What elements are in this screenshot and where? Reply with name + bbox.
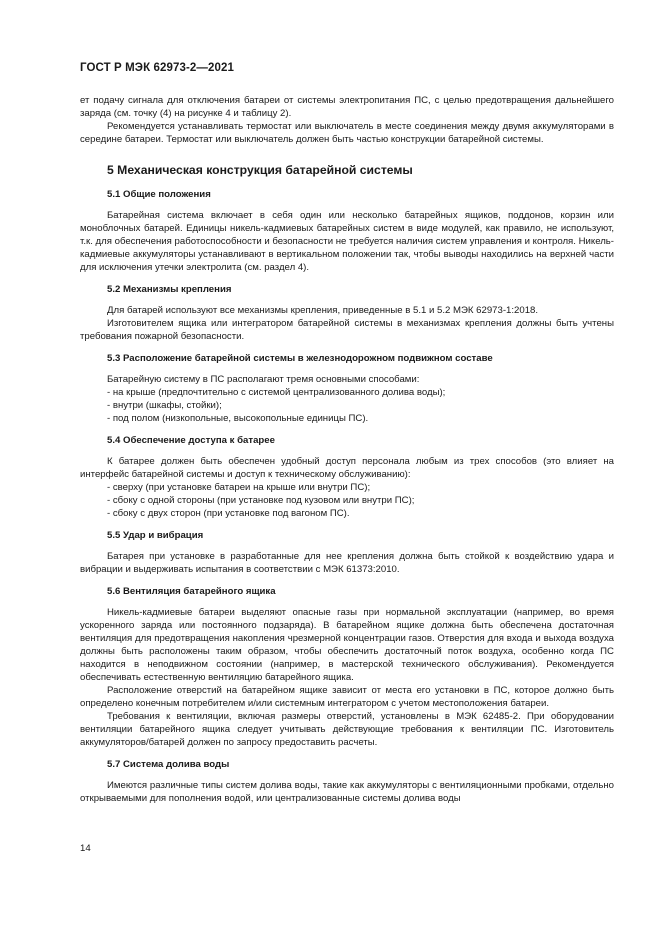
- page-number: 14: [80, 843, 91, 854]
- intro-paragraph-2: Рекомендуется устанавливать термостат или выключатель в месте соединения между двумя аккумуляторами в середине батареи. Термостат или выключатель должен быть частью конструкции батарейной системы.: [80, 121, 614, 145]
- section-5-title: 5 Механическая конструкция батарейной системы: [107, 163, 413, 177]
- section-5-2-title: 5.2 Механизмы крепления: [107, 284, 232, 295]
- section-5-4-paragraph: К батарее должен быть обеспечен удобный доступ персонала любым из трех способов (это влияет на интерфейс батарейной системы и доступ к техническому обслуживанию):: [80, 456, 614, 480]
- section-5-3-list: [80, 386, 614, 425]
- list-item: - сбоку с одной стороны (при установке под кузовом или внутри ПС);: [107, 495, 415, 506]
- section-5-2-paragraph-1: Для батарей используют все механизмы крепления, приведенные в 5.1 и 5.2 МЭК 62973-1:2018.: [107, 305, 539, 316]
- list-item: - сверху (при установке батареи на крыше или внутри ПС);: [107, 482, 371, 493]
- section-5-4-list: [80, 481, 614, 520]
- section-5-3-paragraph: Батарейную систему в ПС располагают тремя основными способами:: [107, 374, 420, 385]
- section-5-1-title: 5.1 Общие положения: [107, 189, 211, 200]
- section-5-7-title: 5.7 Система долива воды: [107, 759, 230, 770]
- section-5-7-paragraph: Имеются различные типы систем долива воды, такие как аккумуляторы с вентиляционными пробками, отдельно открываемыми для пополнения водой, или централизованные системы долива воды: [80, 780, 614, 804]
- section-5-3-title: 5.3 Расположение батарейной системы в железнодорожном подвижном составе: [107, 353, 493, 364]
- section-5-2-paragraph-2: Изготовителем ящика или интегратором батарейной системы в механизмах крепления должны быть учтены требования пожарной безопасности.: [80, 318, 614, 342]
- document-header: ГОСТ Р МЭК 62973-2—2021: [80, 62, 234, 74]
- section-5-5-title: 5.5 Удар и вибрация: [107, 530, 204, 541]
- section-5-1-paragraph: Батарейная система включает в себя один или несколько батарейных ящиков, поддонов, корзин или моноблочных батарей. Единицы никель-кадмиевых батарейных систем в виде модулей, как правило, не используют, т.к. для обеспечения работоспособности и безопасности не требуется наличия систем управления и контроля. Никель-кадмиевые аккумуляторы устанавливают в вертикальном положении так, чтобы выводы находились на верхней части для исключения утечки электролита (см. раздел 4).: [80, 210, 614, 273]
- section-5-6-paragraph-3: Требования к вентиляции, включая размеры отверстий, установлены в МЭК 62485-2. При оборудовании вентиляции батарейного ящика следует учитывать действующие требования к вентиляции ПС. Изготовитель аккумуляторов/батарей должен по запросу предоставить расчеты.: [80, 711, 614, 748]
- section-5-5-paragraph: Батарея при установке в разработанные для нее крепления должна быть стойкой к воздействию удара и вибрации и выдерживать испытания в соответствии с МЭК 61373:2010.: [80, 551, 614, 575]
- intro-paragraph-1: ет подачу сигнала для отключения батареи от системы электропитания ПС, с целью предотвращения дальнейшего заряда (см. точку (4) на рисунке 4 и таблицу 2).: [80, 95, 614, 119]
- list-item: - на крыше (предпочтительно с системой централизованного долива воды);: [107, 387, 446, 398]
- section-5-6-title: 5.6 Вентиляция батарейного ящика: [107, 586, 276, 597]
- section-5-6-paragraph-2: Расположение отверстий на батарейном ящике зависит от места его установки в ПС, которое должно быть определено конечным потребителем и/или системным интегратором с учетом местоположения батареи.: [80, 685, 614, 709]
- document-body: [80, 94, 614, 805]
- section-5-6-paragraph-1: Никель-кадмиевые батареи выделяют опасные газы при нормальной эксплуатации (например, во время ускоренного заряда или постоянного подзаряда). В батарейном ящике должна быть обеспечена достаточная вентиляция для предотвращения накопления чрезмерной концентрации газов. Отверстия для входа и выхода воздуха должны быть расположены таким образом, чтобы обеспечить достаточный поток воздуха, особенно когда ПС находится в неподвижном состоянии (например, в мастерской технического обслуживания). Рекомендуется обеспечивать естественную вентиляцию батарейного ящика.: [80, 607, 614, 683]
- list-item: - под полом (низкопольные, высокопольные единицы ПС).: [107, 413, 369, 424]
- list-item: - сбоку с двух сторон (при установке под вагоном ПС).: [107, 508, 350, 519]
- list-item: - внутри (шкафы, стойки);: [107, 400, 222, 411]
- section-5-4-title: 5.4 Обеспечение доступа к батарее: [107, 435, 275, 446]
